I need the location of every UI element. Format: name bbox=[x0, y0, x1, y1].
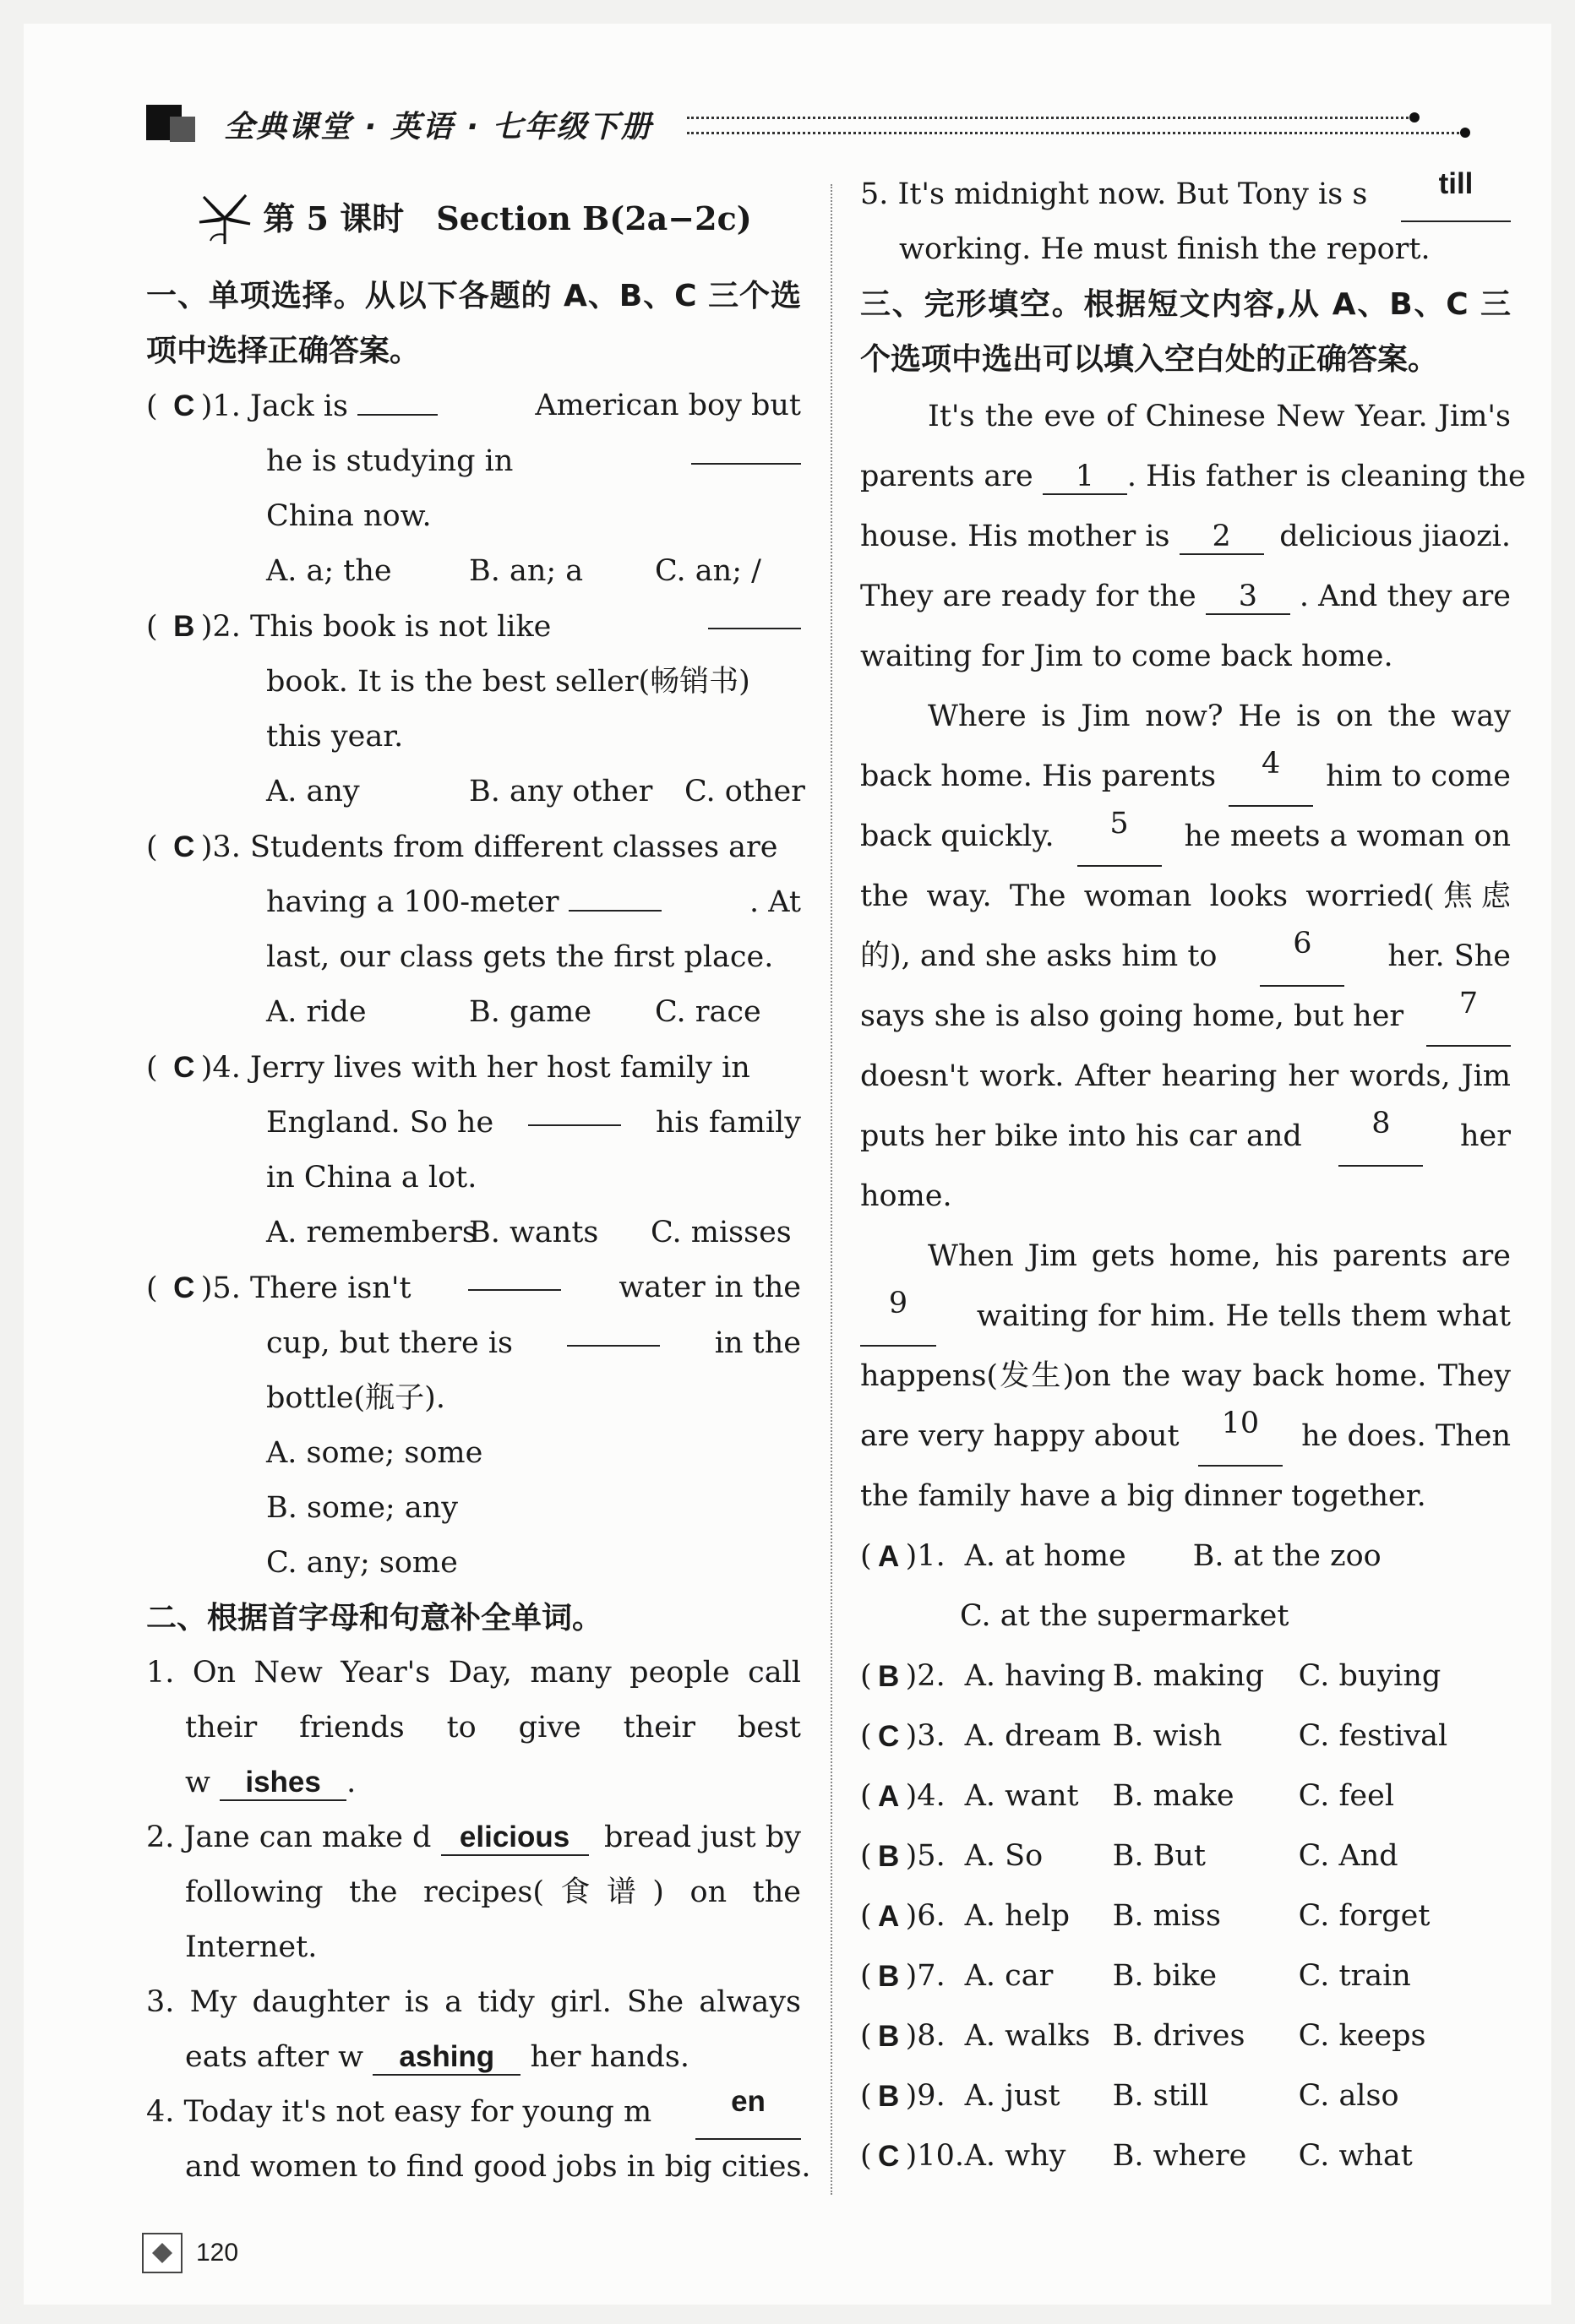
part2-heading: 二、根据首字母和句意补全单词。 bbox=[146, 1601, 603, 1636]
sentence-4: 4. Today it's not easy for young m en bbox=[146, 2085, 801, 2140]
answer-mark: C bbox=[173, 830, 195, 863]
answer-mark: C bbox=[173, 1271, 195, 1304]
page-header bbox=[146, 100, 1447, 150]
sentence-2: 2. Jane can make d elicious bread just by bbox=[146, 1821, 801, 1854]
answer-blank[interactable] bbox=[357, 385, 438, 416]
options: A. remembers B. wants C. misses bbox=[266, 1216, 792, 1249]
answer-blank[interactable] bbox=[567, 1316, 660, 1347]
cloze-blank[interactable]: 4 bbox=[1229, 747, 1313, 807]
part3-heading-cont: 个选项中选出可以填入空白处的正确答案。 bbox=[860, 342, 1439, 377]
header-dotted-line bbox=[687, 117, 1414, 119]
cloze-blank[interactable]: 8 bbox=[1338, 1107, 1423, 1167]
answer-blank[interactable] bbox=[528, 1096, 621, 1126]
cloze-item: ( A )6. A. help B. miss C. forget bbox=[860, 1886, 1511, 1946]
cloze-blank[interactable]: 3 bbox=[1206, 580, 1290, 615]
question-1: ( C )1. Jack is American boy but bbox=[146, 378, 801, 434]
cloze-item: ( A )1. A. at home B. at the zoo bbox=[860, 1527, 1511, 1587]
cloze-blank[interactable]: 1 bbox=[1043, 460, 1127, 495]
sentence-1: 1. On New Year's Day, many people call bbox=[146, 1656, 801, 1690]
book-title: 全典课堂 · 英语 · 七年级下册 bbox=[224, 110, 653, 144]
answer-mark: A bbox=[878, 1900, 900, 1933]
answer-blank[interactable] bbox=[691, 434, 801, 465]
cloze-item: ( B )5. A. So B. But C. And bbox=[860, 1826, 1511, 1886]
cloze-item: ( C )3. A. dream B. wish C. festival bbox=[860, 1706, 1511, 1766]
cloze-blank[interactable]: 5 bbox=[1077, 807, 1162, 867]
cloze-item: ( B )7. A. car B. bike C. train bbox=[860, 1946, 1511, 2006]
cloze-item: ( C )10. A. why B. where C. what bbox=[860, 2126, 1511, 2186]
option-a: A. some; some bbox=[266, 1436, 483, 1470]
options: A. ride B. game C. race bbox=[266, 995, 761, 1029]
part1-heading-cont: 项中选择正确答案。 bbox=[146, 334, 421, 368]
cloze-blank[interactable]: 7 bbox=[1426, 987, 1511, 1047]
column-divider bbox=[831, 184, 832, 2195]
cloze-blank[interactable]: 10 bbox=[1198, 1407, 1283, 1467]
worksheet-page bbox=[24, 24, 1551, 2305]
answer-blank[interactable] bbox=[708, 599, 801, 629]
header-dotted-line-lower bbox=[687, 132, 1464, 134]
answer-mark: C bbox=[173, 1051, 195, 1084]
sentence-5: 5. It's midnight now. But Tony is s till bbox=[860, 167, 1511, 222]
answer-mark: B bbox=[878, 1840, 900, 1873]
part3-heading: 三、完形填空。根据短文内容,从 A、B、C 三 bbox=[860, 287, 1511, 322]
question-5: ( C )5. There isn't water in the bbox=[146, 1260, 801, 1316]
answer-mark: B bbox=[878, 1960, 900, 1993]
cloze-options bbox=[860, 1527, 1511, 2186]
word-fill[interactable]: elicious bbox=[441, 1821, 589, 1856]
left-column: 第 5 课时 Section B(2a−2c) 一、单项选择。从以下各题的 A、B、C 三个选 项中选择正确答案。 ( C )1. Jack is American boy but he is studying in China now. A. a; the B. an; a C. an; / ( B )2. This book is not like book. It is the best seller(畅销书) this year. A. any B. any other C. other ( C )3. Students from different classes are having a 100-meter . At last, our class gets the first place. A. ride B. game C. race ( C )4. Jerry lives with her host family in England. So he his family in China a lot. A. remembers B. wants C. misses ( C )5. There isn't water in the cup, but there is in the bottle(瓶子). A. some; some B. some; any C. any; some 二、根据首字母和句意补全单词。 1. On New Year's Day, many people call their friends to give their best w ishes . 2. Jane can make d elicious bread just by following the recipes(食谱) on the Internet. 3. My daughter is a tidy girl. She always eats after w ashing her hands. 4. Today it's not easy for young m en and women to find good jobs in big cities. bbox=[146, 176, 801, 2195]
cloze-blank[interactable]: 9 bbox=[860, 1287, 936, 1347]
header-block-shadow-icon bbox=[170, 117, 195, 142]
lesson-title-text: 第 5 课时 Section B(2a−2c) bbox=[263, 199, 752, 237]
cloze-passage: It's the eve of Chinese New Year. Jim's parents are 1 . His father is cleaning the house. His mother is 2 delicious jiaozi. They are ready for the 3 . And they are waiting for Jim to come back home. Where is Jim now? He is on the way back home. His parents 4 him to come back quickly. 5 he meets a woman on the way. The woman looks worried(焦虑 的), and she asks him to 6 her. She says she is also going home, but her 7 doesn't work. After hearing her words, Jim puts her bike into his car and 8 her home. When Jim gets home, his parents are 9 waiting for him. He tells them what happens(发生)on the way back home. They are very happy about 10 he does. Then the family have a big dinner together. bbox=[860, 400, 1526, 1513]
question-2: ( B )2. This book is not like bbox=[146, 599, 801, 655]
part1-heading: 一、单项选择。从以下各题的 A、B、C 三个选 bbox=[146, 279, 801, 313]
answer-mark: C bbox=[878, 2140, 900, 2173]
cloze-item: ( B )9. A. just B. still C. also bbox=[860, 2066, 1511, 2126]
answer-mark: B bbox=[878, 2080, 900, 2113]
cloze-item-option-c: C. at the supermarket bbox=[960, 1599, 1289, 1633]
word-fill[interactable]: ashing bbox=[373, 2040, 520, 2076]
question-4: ( C )4. Jerry lives with her host family in bbox=[146, 1040, 801, 1096]
word-fill[interactable]: ishes bbox=[220, 1766, 346, 1801]
answer-mark: C bbox=[173, 389, 195, 422]
answer-mark: C bbox=[878, 1720, 900, 1753]
options: A. a; the B. an; a C. an; / bbox=[266, 554, 761, 588]
answer-mark: B bbox=[878, 2020, 900, 2053]
answer-mark: A bbox=[878, 1780, 900, 1813]
answer-mark: B bbox=[878, 1660, 900, 1693]
question-3: ( C )3. Students from different classes are bbox=[146, 819, 801, 875]
flower-icon bbox=[195, 188, 254, 248]
answer-mark: B bbox=[173, 610, 195, 643]
answer-mark: A bbox=[878, 1540, 900, 1573]
diamond-icon bbox=[142, 2233, 183, 2273]
cloze-item: ( B )2. A. having B. making C. buying bbox=[860, 1646, 1511, 1706]
cloze-blank[interactable]: 2 bbox=[1180, 520, 1264, 555]
word-fill[interactable]: en bbox=[695, 2085, 801, 2140]
word-fill[interactable]: till bbox=[1401, 167, 1511, 222]
header-dot-icon bbox=[1409, 112, 1420, 122]
cloze-item: ( A )4. A. want B. make C. feel bbox=[860, 1766, 1511, 1826]
cloze-item: ( B )8. A. walks B. drives C. keeps bbox=[860, 2006, 1511, 2066]
header-dot-icon bbox=[1460, 128, 1470, 138]
options: A. any B. any other C. other bbox=[266, 775, 805, 808]
option-c: C. any; some bbox=[266, 1546, 458, 1580]
option-b: B. some; any bbox=[266, 1491, 459, 1525]
sentence-3: 3. My daughter is a tidy girl. She always bbox=[146, 1985, 801, 2019]
answer-blank[interactable] bbox=[468, 1260, 561, 1291]
lesson-title bbox=[146, 176, 801, 260]
cloze-blank[interactable]: 6 bbox=[1260, 927, 1344, 987]
right-column: 5. It's midnight now. But Tony is s till working. He must finish the report. 三、完形填空。根据短文内容,从 A、B、C 三 个选项中选出可以填入空白处的正确答案。 It's the eve of Chinese New Year. Jim's parents are 1 . His father is cleaning the house. His mother is 2 delicious jiaozi. They are ready for the 3 . And they are waiting for Jim to come back home. Where is Jim now? He is on the way back home. His parents 4 him to come back quickly. 5 he meets a woman on the way. The woman looks worried(焦虑 的), and she asks him to 6 her. She says she is also going home, but her 7 doesn't work. After hearing her words, Jim puts her bike into his car and 8 her home. When Jim gets home, his parents are 9 waiting for him. He tells them what happens(发生)on the way back home. They are very happy about 10 he does. Then the family have a big dinner together. ( A )1. A. at home B. at the zoo C. at the supermarket ( B )2. A. having B. making C. buying ( C )3. A. dream B. wish C. festival ( A )4. A. want B. make C. feel ( B )5. A. So B. But C. And ( A )6. A. help B. miss C. forget ( B )7. A. car B. bike C. train ( B )8. A. walks B. drives C. keeps ( B )9. A. just B. still C. also ( C )10. A. why B. where C. what bbox=[860, 167, 1511, 2186]
page-number: 120 bbox=[196, 2239, 239, 2267]
page-footer bbox=[142, 2233, 238, 2273]
answer-blank[interactable] bbox=[569, 881, 662, 912]
